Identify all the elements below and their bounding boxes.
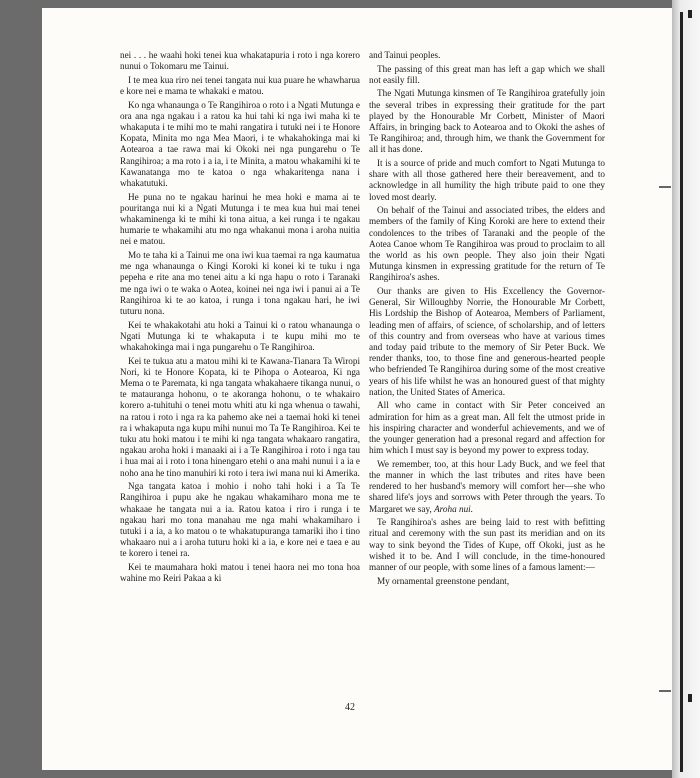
right-paragraph-text: and Tainui peoples. [369, 50, 441, 60]
left-column-maori-text [120, 50, 360, 587]
right-paragraph [369, 576, 605, 587]
right-paragraph-text: We remember, too, at this hour Lady Buck, and we feel that the manner in which the last tributes and rites have been rendered to her husband's memory will comfort her—she who shared life's joys and sorrows with Peter through the years. To Margaret we say, [369, 458, 605, 514]
left-paragraph: Kei te tukua atu a matou mihi ki te Kawana-Tianara Ta Wiropi Nori, ki te Honore Kopata, ki te Pihopa o Aotearoa, Ki nga Mema o te Paremata, ki nga tangata whakahaere tikanga nunui, o te matauranga hohonu, o te akoranga hohonu, o te whakairo korero a-tuhituhi o tenei motu whiti atu ki nga whenua o tawahi, na ratou i roto i nga ra ka pahemo ake nei a taemai hoki ki tenei ra i whakaputa nga kupu mihi nunui mo Ta Te Rangihiroa. Kei te tuku atu hoki matou i te mihi ki nga tangata whakaaro rangatira, ngakau aroha hoki i manaaki ai i a Te Rangihiroa i roto i nga tau i hua mai ai i roto i tona hinengaro etehi o ana mahi nunui i a ia e noho ana he tino manuhiri ki roto i tera iwi mana nui ki Amerika. [120, 355, 360, 478]
right-paragraph-text: My ornamental greenstone pendant, [377, 575, 510, 586]
left-paragraph: Mo te taha ki a Tainui me ona iwi kua taemai ra nga kaumatua me nga whanaunga o Kingi Koroki ki konei ki te tuku i nga pepeha e rite ana mo tenei aitu a ki nga hapu o roto i Taranaki me nga iwi o te waka o Aotea, koinei nei nga iwi i panui ai a Te Rangihiroa ki te ao katoa, i runga i tona ngakau hari, he iwi tuturu nona. [120, 250, 360, 317]
right-paragraph-text: Our thanks are given to His Excellency the Governor-General, Sir Willoughby Norrie, the Honourable Mr Corbett, His Lordship the Bishop of Aotearoa, Members of Parliament, leading men of affairs, of science, of scholarship, and of letters of this country and from overseas who have at various times and today paid tribute to the memory of Sir Peter Buck. We render thanks, too, to those fine and generous-hearted people who befriended Te Rangihiroa during some of the most creative years of his life whilst he was an honoured guest of that mighty nation, the United States of America. [369, 286, 605, 397]
page-spine-line [680, 12, 683, 772]
right-paragraph [369, 158, 605, 203]
right-paragraph [369, 50, 605, 61]
margin-tick-1 [659, 186, 671, 188]
edge-mark-bottom [688, 694, 692, 702]
right-paragraph-text: The Ngati Mutunga kinsmen of Te Rangihiroa gratefully join the several tribes in expressing their gratitude for the part played by the Honourable Mr Corbett, Minister of Maori Affairs, in bringing back to Aotearoa and to Okoki the ashes of Te Rangihiroa; and, through him, we thank the Government for all it has done. [369, 88, 605, 155]
right-paragraph [369, 64, 605, 86]
right-paragraph [369, 517, 605, 573]
page-number: 42 [345, 702, 355, 713]
right-paragraph-text: It is a source of pride and much comfort to Ngati Mutunga to share with all those gathered here their bereavement, and to acknowledge in all humility the high tribute paid to one they loved most dearly. [369, 158, 605, 202]
edge-mark-top [688, 10, 692, 18]
left-paragraph: nei . . . he waahi hoki tenei kua whakatapuria i roto i nga korero nunui o Tokomaru me Tainui. [120, 50, 360, 72]
adjacent-page-edge [672, 0, 700, 778]
right-column-english-text [369, 50, 605, 589]
italic-phrase: Aroha nui. [434, 503, 474, 514]
left-paragraph: I te mea kua riro nei tenei tangata nui kua puare he whawharua e kore nei e mama te whakaki e matou. [120, 74, 360, 96]
right-paragraph-text: Te Rangihiroa's ashes are being laid to rest with befitting ritual and ceremony with the sun past its meridian and on its way to sink beyond the Tides of Kupe, off Okoki, just as he wished it to be. And I will conclude, in the time-honoured manner of our people, with some lines of a famous lament:— [369, 517, 605, 573]
right-paragraph [369, 286, 605, 398]
left-paragraph: Nga tangata katoa i mohio i noho tahi hoki i a Ta Te Rangihiroa i pupu ake he ngakau whakamiharo mona me te whakaae he tangata nui a ia. Ratou katoa i riro i runga i te ngakau hari mo tona manahau me nga mahi whakamiharo i tutuki i a ia, a ko matou o te whakatupuranga tamariki iho i tino whakaaro nui a i aroha tuturu hoki ki a ia, e kore nei e taea e au te korero i tenei ra. [120, 481, 360, 559]
right-paragraph [369, 205, 605, 283]
left-paragraph: He puna no te ngakau harinui he mea hoki e mama ai te pouritanga nui ki a Ngati Mutunga i te mea kua hui mai tenei whakaminenga ki te mihi ki tona aituа, a kei runga i te ngakau humarie te whakamihi atu mo nga whakanui mona i aroha nuitia nei e matou. [120, 191, 360, 247]
right-paragraph [369, 459, 605, 515]
left-paragraph: Kei te maumahara hoki matou i tenei haora nei mo tona hoa wahine mo Reiri Pakaa a ki [120, 562, 360, 584]
right-paragraph-text: On behalf of the Tainui and associated tribes, the elders and members of the family of King Koroki are here to extend their condolences to the tribes of Taranaki and the people of the Aotea Canoe whom Te Rangihiroa was proud to proclaim to all the world as his own people. They also join their Ngati Mutunga kinsmen in expressing gratitude for the return of Te Rangihiroa's ashes. [369, 205, 605, 283]
left-paragraph: Kei te whakakotahi atu hoki a Tainui ki o ratou whanaunga o Ngati Mutunga ki te whakaputa i te kupu mihi mo te whakahokinga mai i nga pungarehu o Te Rangihiroa. [120, 319, 360, 353]
right-paragraph-text: The passing of this great man has left a gap which we shall not easily fill. [369, 63, 605, 85]
right-paragraph [369, 88, 605, 155]
right-paragraph [369, 400, 605, 456]
margin-tick-2 [659, 690, 671, 692]
left-paragraph: Ko nga whanaunga o Te Rangihiroa o roto i a Ngati Mutunga e ora ana nga ngakau i a ratou ka hui tahi ki nga iwi maha ki te whakaputa i te mihi mo te mahi rangatira i tutuki nei i te Honore Kopata, Minita mo nga Mea Maori, i te whakahokinga mai ki Aotearoa a tae rawa mai ki Okoki nei nga pungarehu o Te Rangihiroa; a ma roto i a ia, i te Minita, a matou whakamihi ki te Kawanatanga mo te katoa o nga whakaritenga nana i whakatutuki. [120, 99, 360, 189]
right-paragraph-text: All who came in contact with Sir Peter conceived an admiration for him as a great man. All felt the utmost pride in his inspiring character and wonderful achievements, and we of the younger generation had a presonal regard and affection for him which I must say is beyond my power to express today. [369, 400, 605, 456]
